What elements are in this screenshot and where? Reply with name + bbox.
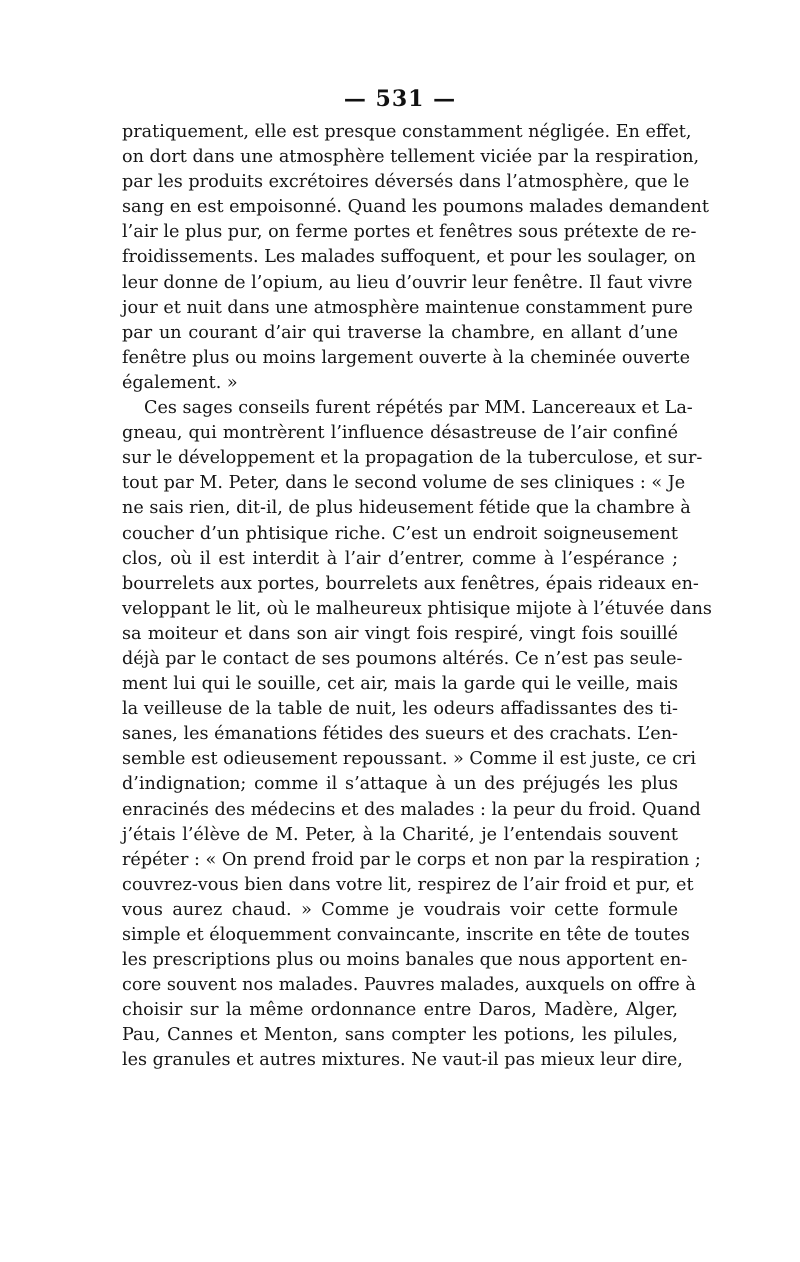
text-line: par les produits excrétoires déversés dans l’atmosphère, que le xyxy=(122,172,690,193)
text-line: par un courant d’air qui traverse la chambre, en allant d’une xyxy=(122,322,678,343)
text-line: tout par M. Peter, dans le second volume de ses cliniques : « Je xyxy=(122,473,686,494)
text-line: enracinés des médecins et des malades : la peur du froid. Quand xyxy=(122,799,701,820)
text-line: d’indignation; comme il s’attaque à un des préjugés les plus xyxy=(122,774,678,795)
text-line: les prescriptions plus ou moins banales que nous apportent en- xyxy=(122,950,688,971)
text-line: répéter : « On prend froid par le corps et non par la respiration ; xyxy=(122,849,701,870)
text-line: la veilleuse de la table de nuit, les odeurs affadissantes des ti- xyxy=(122,699,678,720)
text-line: veloppant le lit, où le malheureux phtisique mijote à l’étuvée dans xyxy=(122,598,712,619)
text-line: jour et nuit dans une atmosphère maintenue constamment pure xyxy=(122,297,693,318)
text-line: sa moiteur et dans son air vingt fois respiré, vingt fois souillé xyxy=(122,623,678,644)
text-line: core souvent nos malades. Pauvres malades, auxquels on offre à xyxy=(122,975,696,996)
text-line: fenêtre plus ou moins largement ouverte à la cheminée ouverte xyxy=(122,347,691,368)
text-line: ment lui qui le souille, cet air, mais la garde qui le veille, mais xyxy=(122,674,678,695)
text-line: clos, où il est interdit à l’air d’entrer, comme à l’espérance ; xyxy=(122,548,678,569)
text-line: bourrelets aux portes, bourrelets aux fenêtres, épais rideaux en- xyxy=(122,573,699,594)
text-line: également. » xyxy=(122,372,238,393)
text-line: leur donne de l’opium, au lieu d’ouvrir leur fenêtre. Il faut vivre xyxy=(122,272,693,293)
text-line: les granules et autres mixtures. Ne vaut-il pas mieux leur dire, xyxy=(122,1050,683,1071)
text-line: j’étais l’élève de M. Peter, à la Charité, je l’entendais souvent xyxy=(122,824,678,845)
text-line: l’air le plus pur, on ferme portes et fenêtres sous prétexte de re- xyxy=(122,222,697,243)
text-line: on dort dans une atmosphère tellement viciée par la respiration, xyxy=(122,147,700,168)
text-line: couvrez-vous bien dans votre lit, respirez de l’air froid et pur, et xyxy=(122,874,694,895)
text-line: Pau, Cannes et Menton, sans compter les potions, les pilules, xyxy=(122,1025,678,1046)
text-line: semble est odieusement repoussant. » Comme il est juste, ce cri xyxy=(122,749,696,770)
text-line: choisir sur la même ordonnance entre Daros, Madère, Alger, xyxy=(122,1000,678,1021)
text-line: déjà par le contact de ses poumons altérés. Ce n’est pas seule- xyxy=(122,648,683,669)
page-number: — 531 — xyxy=(343,86,457,112)
text-line: sur le développement et la propagation de la tuberculose, et sur- xyxy=(122,448,703,469)
body-text xyxy=(122,120,712,1074)
text-line: coucher d’un phtisique riche. C’est un endroit soigneusement xyxy=(122,523,678,544)
text-line: ne sais rien, dit-il, de plus hideusement fétide que la chambre à xyxy=(122,498,691,519)
text-line: pratiquement, elle est presque constamment négligée. En effet, xyxy=(122,122,692,142)
text-line: vous aurez chaud. » Comme je voudrais voir cette formule xyxy=(122,899,678,920)
text-line: sanes, les émanations fétides des sueurs et des crachats. L’en- xyxy=(122,724,678,745)
text-line: sang en est empoisonné. Quand les poumons malades demandent xyxy=(122,197,709,218)
text-line: Ces sages conseils furent répétés par MM. Lancereaux et La- xyxy=(144,398,693,419)
text-line: froidissements. Les malades suffoquent, et pour les soulager, on xyxy=(122,247,696,268)
text-line: simple et éloquemment convaincante, inscrite en tête de toutes xyxy=(122,925,690,945)
text-line: gneau, qui montrèrent l’influence désastreuse de l’air confiné xyxy=(122,423,678,444)
